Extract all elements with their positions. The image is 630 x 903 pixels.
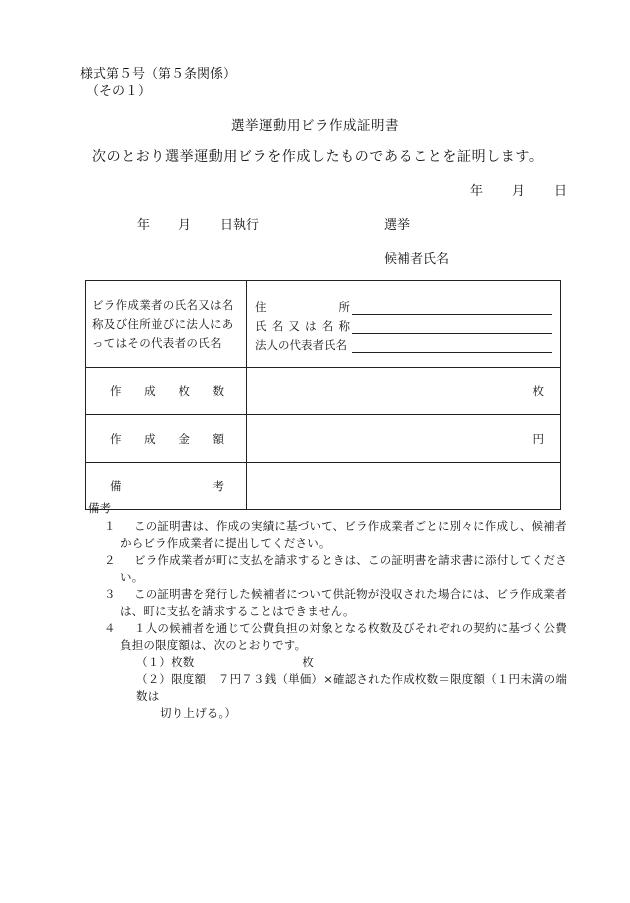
address-label-char: 所 [338, 299, 350, 314]
name-label-char: 名 [271, 318, 284, 333]
quantity-field[interactable] [247, 368, 561, 415]
amount-label-cell [86, 415, 247, 463]
sub-limit-text: （２）限度額 ７円７３銭（単価）×確認された作成枚数＝限度額（１円未満の端数は [136, 672, 568, 703]
sub-limit-text-cont: 切り上げる。） [160, 706, 237, 720]
note-text: この証明書を発行した候補者について供託物が没収された場合には、ビラ作成業者は、町に支払を請求することはできません。 [120, 587, 567, 618]
name-label-char: 氏 [255, 318, 267, 333]
contractor-label-line: ビラ作成業者の氏名又は名 [92, 297, 234, 312]
contractor-label-line: 称及び住所並びに法人にあ [92, 316, 234, 331]
sub-quantity-label: （１）枚数 [136, 655, 195, 669]
election-label: 選挙 [384, 218, 411, 233]
contractor-row [86, 281, 561, 368]
notes-section [88, 500, 568, 722]
note-text: ビラ作成業者が町に支払を請求するときは、この証明書を請求書に添付してください。 [120, 553, 567, 584]
amount-unit: 円 [532, 431, 544, 446]
remarks-label-char: 考 [212, 479, 224, 493]
exec-year-label: 年 [137, 218, 151, 233]
exec-month-label: 月 [178, 218, 192, 233]
quantity-unit: 枚 [532, 384, 544, 398]
amount-label-char: 金 [178, 431, 190, 446]
note-number: ４ [104, 621, 116, 635]
candidate-name-label: 候補者氏名 [384, 252, 450, 267]
quantity-label-char: 枚 [178, 384, 190, 398]
amount-row [86, 415, 561, 463]
note-number: ２ [104, 553, 116, 567]
name-label-char: 名 [321, 318, 334, 333]
document-title: 選挙運動用ビラ作成証明書 [231, 118, 399, 134]
address-label-char: 住 [255, 299, 267, 314]
certificate-table [85, 280, 561, 510]
form-sub-number: （その１） [86, 84, 152, 99]
note-item [88, 518, 568, 552]
exec-day-label: 日執行 [220, 218, 260, 233]
note-sub-limit [88, 671, 568, 722]
contractor-label-cell [86, 281, 247, 368]
name-label-char: は [305, 318, 317, 333]
date-day-label: 日 [554, 184, 568, 199]
quantity-label-char: 成 [144, 384, 156, 398]
name-label-char: 称 [338, 318, 350, 333]
date-month-label: 月 [512, 184, 526, 199]
note-item [88, 620, 568, 654]
note-text: この証明書は、作成の実績に基づいて、ビラ作成業者ごとに別々に作成し、候補者からビラ作成業者に提出してください。 [120, 519, 567, 550]
note-item [88, 586, 568, 620]
remarks-label-char: 備 [110, 479, 122, 493]
amount-label-char: 成 [144, 431, 156, 446]
address-line [255, 296, 552, 315]
quantity-label-cell [86, 368, 247, 415]
sub-quantity-unit: 枚 [302, 655, 314, 669]
note-item [88, 552, 568, 586]
note-sub-quantity [88, 654, 568, 671]
lead-text: 次のとおり選挙運動用ビラを作成したものであることを証明します。 [92, 149, 544, 165]
representative-label: 法人の代表者氏名 [255, 337, 347, 352]
quantity-label-char: 作 [110, 384, 122, 398]
representative-field[interactable] [352, 339, 552, 353]
name-field[interactable] [352, 320, 552, 334]
quantity-row [86, 368, 561, 415]
name-line [255, 315, 552, 334]
representative-line [255, 334, 552, 353]
form-number: 様式第５号（第５条関係） [80, 67, 237, 82]
quantity-label-char: 数 [212, 384, 224, 398]
name-label-char: 又 [288, 318, 300, 333]
note-number: １ [104, 519, 116, 533]
amount-label-char: 作 [110, 431, 122, 446]
amount-label-char: 額 [212, 431, 224, 446]
address-field[interactable] [352, 301, 552, 315]
notes-heading: 備考 [88, 501, 111, 515]
contractor-input-cell [247, 281, 561, 368]
amount-field[interactable] [247, 415, 561, 463]
note-text: １人の候補者を通じて公費負担の対象となる枚数及びそれぞれの契約に基づく公費負担の限度額は、次のとおりです。 [120, 621, 567, 652]
date-year-label: 年 [470, 184, 484, 199]
contractor-label-line: ってはその代表者の氏名 [92, 335, 222, 350]
note-number: ３ [104, 587, 116, 601]
